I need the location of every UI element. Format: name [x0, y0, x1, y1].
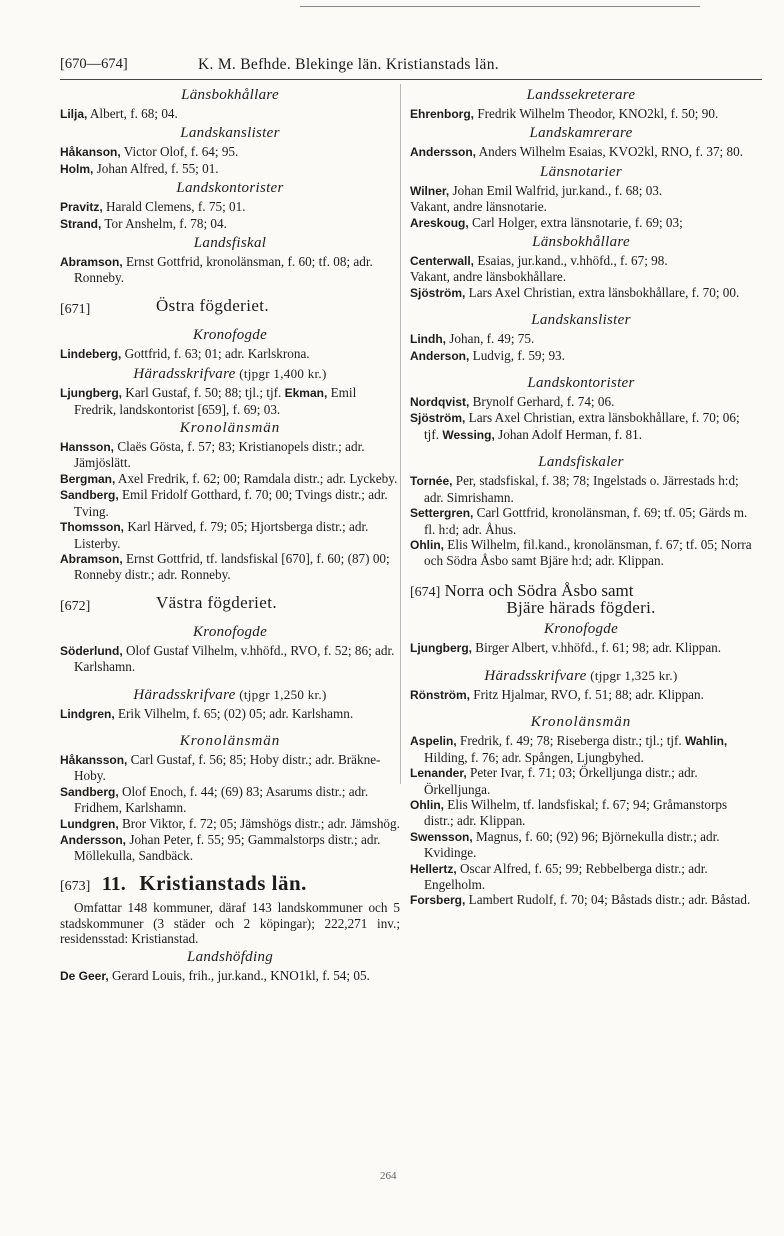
entry	[410, 797, 752, 829]
subheading: Länsbokhållare	[181, 87, 279, 103]
entry-name: De Geer,	[60, 969, 109, 984]
entry	[60, 551, 400, 583]
entry-text: Lars Axel Christian, extra länsbokhållare, f. 70; 06; tjf.	[424, 410, 740, 442]
entry	[60, 216, 400, 232]
entry	[410, 861, 752, 893]
subheading: Landsfiskal	[193, 235, 267, 252]
left-column	[60, 84, 400, 985]
entry-name: Centerwall,	[410, 254, 475, 269]
entry-name: Bergman,	[60, 471, 116, 486]
section-ref: [674]	[410, 584, 441, 600]
entry	[60, 643, 400, 675]
section-ref: [672]	[60, 598, 91, 614]
entry	[410, 394, 752, 410]
entry	[60, 161, 400, 177]
entry-text: Esaias, jur.kand., v.hhöfd., f. 67; 98.	[474, 253, 668, 269]
entry-name: Holm,	[60, 161, 94, 176]
entry	[60, 968, 400, 984]
entry-text: Carl Holger, extra länsnotarie, f. 69; 03;	[468, 214, 683, 230]
entry-text: Axel Fredrik, f. 62; 00; Ramdala distr.; adr. Lyckeby.	[115, 470, 398, 486]
entry-text: Carl Gustaf, f. 56; 85; Hoby distr.; adr. Bräkne-Hoby.	[74, 751, 381, 784]
entry-name: Lenander,	[410, 766, 467, 781]
entry-text: Johan Peter, f. 55; 95; Gammalstorps distr.; adr. Möllekulla, Sandbäck.	[74, 831, 381, 864]
entry-text: Karl Härved, f. 79; 05; Hjortsberga distr.; adr. Listerby.	[74, 519, 369, 551]
section-number: 11.	[101, 872, 126, 895]
subheading: Kronolänsmän	[530, 714, 632, 731]
entry	[410, 765, 752, 797]
section-ref: [671]	[60, 301, 91, 317]
entry-text: Erik Vilhelm, f. 65; (02) 05; adr. Karlshamn.	[114, 705, 354, 721]
entry	[60, 706, 400, 722]
spacer	[410, 443, 752, 451]
entry-name: Lilja,	[60, 107, 88, 121]
right-column	[410, 84, 752, 909]
entry-name: Wessing,	[442, 427, 495, 442]
entry-text: Bror Viktor, f. 72; 05; Jämshögs distr.; adr. Jämshög.	[118, 815, 400, 831]
entry-text: Elis Wilhelm, fil.kand., kronolänsman, f. 67; tf. 05; Norra och Södra Åsbo samt Bjäre h:d; adr. Klippan.	[424, 536, 752, 569]
entry-name: Swensson,	[410, 829, 473, 844]
subheading: Landshöfding	[186, 949, 274, 966]
subheading-note: (tjpgr 1,400 kr.)	[235, 366, 327, 382]
entry-text: Emil Fredrik, landskontorist [659], f. 69; 03.	[74, 385, 357, 417]
entry	[60, 199, 400, 215]
entry-text: Fredrik Wilhelm Theodor, KNO2kl, f. 50; 90.	[474, 106, 719, 121]
subheading-text: Häradsskrifvare	[133, 686, 236, 703]
entry-name: Andersson,	[410, 145, 477, 160]
entry-text: Ludvig, f. 59; 93.	[469, 347, 565, 363]
entry-text: Carl Gottfrid, kronolänsman, f. 69; tf. 05; Gärds m. fl. h:d; adr. Åhus.	[424, 505, 748, 537]
entry-text: Tor Anshelm, f. 78; 04.	[101, 215, 227, 231]
entry-name: Anderson,	[410, 348, 470, 363]
entry-text: Victor Olof, f. 64; 95.	[120, 144, 239, 160]
entry-text: Johan Emil Walfrid, jur.kand., f. 68; 03.	[449, 182, 663, 198]
subheading: Landsfiskaler	[538, 454, 624, 471]
entry	[410, 892, 752, 908]
entry-name: Settergren,	[410, 506, 474, 521]
section-title: Kristianstads län.	[139, 870, 307, 895]
entry	[60, 784, 400, 816]
subheading: Kronolänsmän	[179, 732, 281, 749]
entry-text: Lars Axel Christian, extra länsbokhållare, f. 70; 00.	[465, 284, 740, 300]
section-title: Östra fögderiet.	[156, 295, 270, 315]
entry-name: Lindeberg,	[60, 346, 122, 361]
section-heading-671	[60, 294, 400, 324]
subheading	[410, 666, 752, 686]
entry-text: Karl Gustaf, f. 50; 88; tjl.; tjf.	[122, 385, 285, 401]
entry-name: Ohlin,	[410, 797, 444, 812]
entry	[410, 410, 752, 443]
entry-text: Harald Clemens, f. 75; 01.	[102, 199, 246, 215]
entry	[410, 269, 752, 284]
subheading	[60, 685, 400, 705]
entry	[60, 346, 400, 362]
entry-text: Peter Ivar, f. 71; 03; Örkelljunga distr.; adr. Örkelljunga.	[424, 765, 698, 797]
page-number: 264	[380, 1170, 397, 1182]
top-rule	[300, 6, 700, 7]
entry-name: Strand,	[60, 216, 102, 231]
entry-text: Anders Wilhelm Esaias, KVO2kl, RNO, f. 37; 80.	[476, 144, 743, 160]
entry-text: Johan Adolf Herman, f. 81.	[494, 426, 643, 442]
subheading: Landskamrerare	[529, 125, 633, 142]
section-heading-674	[410, 580, 752, 618]
entry-name: Ljungberg,	[60, 386, 122, 401]
spacer	[410, 301, 752, 309]
entry-name: Areskoug,	[410, 215, 469, 230]
entry	[410, 106, 752, 122]
subheading-text: Häradsskrifvare	[484, 667, 587, 684]
header-ref: [670—674]	[60, 56, 128, 72]
entry-text: Olof Gustaf Vilhelm, v.hhöfd., RVO, f. 52; 86; adr. Karlshamn.	[74, 642, 395, 675]
entry	[60, 144, 400, 160]
entry-name: Aspelin,	[410, 734, 457, 749]
entry-name: Wilner,	[410, 183, 450, 198]
entry-name: Lindgren,	[60, 706, 115, 721]
spacer	[60, 675, 400, 683]
entry	[410, 144, 752, 160]
entry	[60, 816, 400, 832]
entry-name: Rönström,	[410, 687, 470, 702]
subheading: Landskontorister	[176, 180, 284, 197]
entry	[410, 537, 752, 569]
entry-text: Gerard Louis, frih., jur.kand., KNO1kl, f. 54; 05.	[108, 968, 370, 984]
section-title-line-2: Bjäre härads fögderi.	[506, 598, 656, 618]
entry	[410, 473, 752, 505]
header-rule	[60, 79, 762, 80]
entry	[60, 487, 400, 519]
subheading: Landskanslister	[180, 125, 280, 142]
header-title: K. M. Befhde. Blekinge län. Kristianstads län.	[198, 56, 499, 73]
entry	[60, 752, 400, 784]
spacer	[60, 722, 400, 730]
entry	[60, 385, 400, 417]
spacer	[410, 364, 752, 372]
entry-name: Lundgren,	[60, 816, 119, 831]
entry	[410, 183, 752, 199]
subheading: Landskontorister	[527, 375, 635, 392]
subheading: Kronofogde	[543, 620, 619, 637]
section-title-line-1: Norra och Södra Åsbo samt	[444, 580, 634, 600]
entry-name: Ohlin,	[410, 537, 444, 552]
entry-text: Oscar Alfred, f. 65; 99; Rebbelberga distr.; adr. Engelholm.	[424, 860, 708, 892]
subheading	[60, 364, 400, 384]
entry	[410, 829, 752, 861]
entry	[60, 832, 400, 864]
entry-name: Sjöström,	[410, 411, 466, 426]
entry-name: Thomsson,	[60, 520, 125, 535]
spacer	[410, 656, 752, 664]
county-description: Omfattar 148 kommuner, däraf 143 landskommuner och 5 stadskommuner (3 städer och 2 köpingar); 222,271 inv.; residensstad: Kristianstad.	[60, 900, 400, 946]
entry	[410, 505, 752, 537]
subheading-text: Häradsskrifvare	[133, 366, 236, 383]
entry	[410, 199, 752, 214]
subheading: Länsnotarier	[540, 163, 622, 180]
section-heading-672	[60, 591, 400, 621]
entry	[410, 253, 752, 269]
entry-text: Johan Alfred, f. 55; 01.	[93, 160, 219, 176]
entry-text: Birger Albert, v.hhöfd., f. 61; 98; adr. Klippan.	[472, 639, 722, 655]
entry	[410, 285, 752, 301]
entry-text: Ernst Gottfrid, tf. landsfiskal [670], f. 60; (87) 00; Ronneby distr.; adr. Ronneby.	[74, 550, 390, 583]
entry-text: Hilding, f. 76; adr. Spången, Ljungbyhed.	[424, 749, 644, 765]
entry-name: Andersson,	[60, 832, 127, 847]
entry-name: Sandberg,	[60, 488, 119, 503]
entry-name: Tornée,	[410, 474, 453, 489]
entry-name: Abramson,	[60, 255, 123, 270]
entry-name: Hellertz,	[410, 861, 457, 876]
entry-name: Ljungberg,	[410, 640, 472, 655]
subheading: Kronofogde	[192, 623, 268, 640]
entry-text: Elis Wilhelm, tf. landsfiskal; f. 67; 94; Gråmanstorps distr.; adr. Klippan.	[424, 796, 728, 829]
entry	[410, 348, 752, 364]
subheading-note: (tjpgr 1,325 kr.)	[586, 667, 678, 683]
entry	[410, 640, 752, 656]
subheading-note: (tjpgr 1,250 kr.)	[235, 686, 327, 702]
entry-name: Sjöström,	[410, 285, 466, 300]
entry-name: Ekman,	[284, 386, 328, 401]
entry-text: Vakant, andre länsbokhållare.	[410, 269, 566, 285]
entry-text: Emil Fridolf Gotthard, f. 70; 00; Tvings distr.; adr. Tving.	[74, 487, 388, 519]
entry-text: Gottfrid, f. 63; 01; adr. Karlskrona.	[121, 345, 310, 361]
entry-text: Fredrik, f. 49; 78; Riseberga distr.; tjl.; tjf.	[456, 733, 686, 749]
section-title: Västra fögderiet.	[156, 592, 278, 612]
entry-name: Lindh,	[410, 332, 446, 347]
subheading: Länsbokhållare	[532, 234, 630, 251]
entry	[60, 106, 400, 122]
entry-name: Nordqvist,	[410, 395, 470, 410]
entry	[410, 687, 752, 703]
entry-text: Claës Gösta, f. 57; 83; Kristianopels distr.; adr. Jämjöslätt.	[74, 439, 365, 471]
column-divider	[400, 84, 401, 784]
entry-text: Magnus, f. 60; (92) 96; Björnekulla distr.; adr. Kvidinge.	[424, 828, 720, 861]
section-heading-673	[60, 870, 400, 895]
entry-text: Albert, f. 68; 04.	[87, 106, 178, 121]
entry-name: Håkansson,	[60, 752, 128, 767]
entry-text: Per, stadsfiskal, f. 38; 78; Ingelstads o. Järrestads h:d; adr. Simrishamn.	[424, 473, 739, 505]
entry-text: Fritz Hjalmar, RVO, f. 51; 88; adr. Klippan.	[470, 686, 704, 702]
page-header	[60, 56, 762, 78]
entry-name: Pravitz,	[60, 200, 103, 215]
entry-text: Olof Enoch, f. 44; (69) 83; Asarums distr.; adr. Fridhem, Karlshamn.	[74, 783, 369, 816]
entry	[60, 519, 400, 551]
subheading: Landskanslister	[531, 312, 631, 329]
entry-name: Söderlund,	[60, 643, 123, 658]
entry	[60, 439, 400, 471]
entry-name: Hansson,	[60, 440, 115, 455]
entry-text: Brynolf Gerhard, f. 74; 06.	[469, 394, 615, 410]
entry	[410, 331, 752, 347]
entry-text: Johan, f. 49; 75.	[446, 331, 535, 347]
entry-name: Ehrenborg,	[410, 107, 475, 121]
entry-name: Abramson,	[60, 551, 123, 566]
entry	[60, 471, 400, 487]
entry	[60, 254, 400, 286]
entry-text: Vakant, andre länsnotarie.	[410, 199, 547, 215]
entry-text: Ernst Gottfrid, kronolänsman, f. 60; tf. 08; adr. Ronneby.	[74, 254, 373, 286]
entry-name: Forsberg,	[410, 893, 466, 908]
entry-name: Wahlin,	[685, 734, 728, 749]
entry-text: Lambert Rudolf, f. 70; 04; Båstads distr.; adr. Båstad.	[465, 892, 751, 908]
entry	[410, 733, 752, 765]
section-ref: [673]	[60, 878, 91, 894]
spacer	[410, 703, 752, 711]
subheading: Kronolänsmän	[179, 420, 281, 437]
entry-name: Håkanson,	[60, 145, 121, 160]
subheading: Landssekreterare	[526, 87, 636, 103]
subheading: Kronofogde	[192, 326, 268, 343]
entry-name: Sandberg,	[60, 784, 119, 799]
entry	[410, 215, 752, 231]
